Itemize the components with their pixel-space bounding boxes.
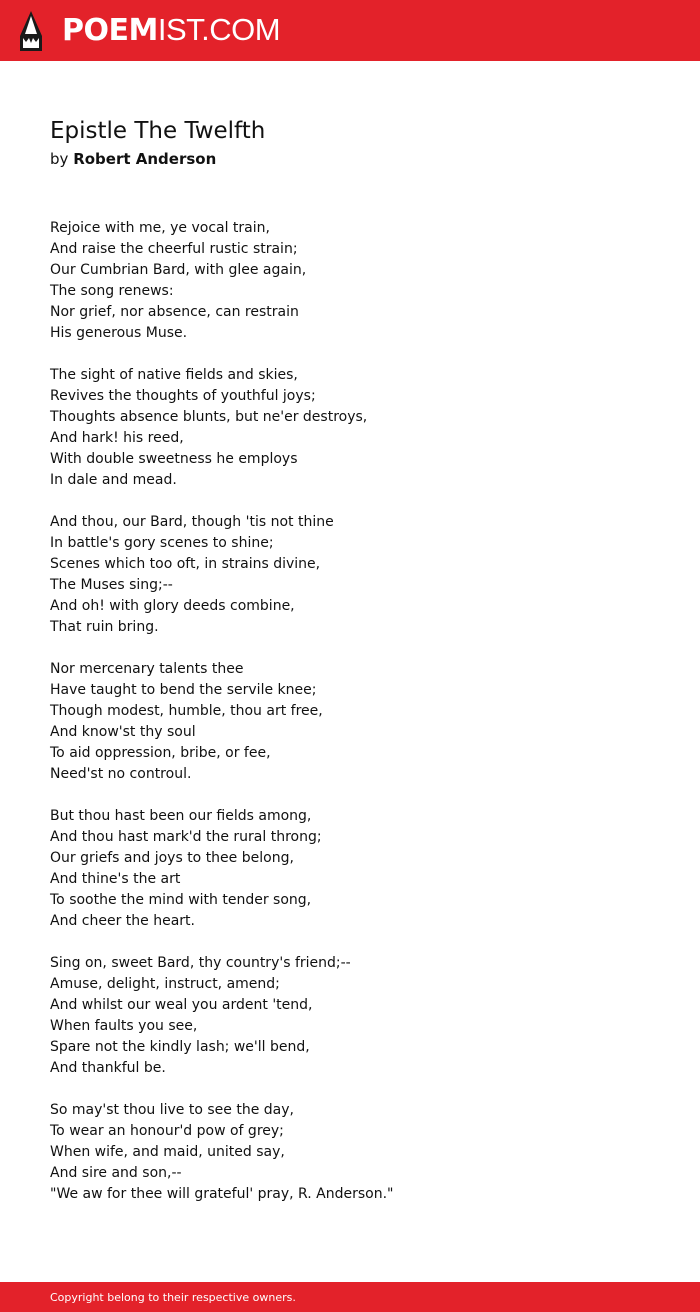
poem-line: And thine's the art <box>50 871 181 887</box>
poem-line: Amuse, delight, instruct, amend; <box>50 976 280 992</box>
poem-line: Our griefs and joys to thee belong, <box>50 850 294 866</box>
poem-line: That ruin bring. <box>50 619 159 635</box>
poem-line: Sing on, sweet Bard, thy country's friend;-- <box>50 955 351 971</box>
poem-line: With double sweetness he employs <box>50 451 298 467</box>
poem-line: Nor mercenary talents thee <box>50 661 244 677</box>
stanza <box>50 512 670 638</box>
copyright-text: Copyright belong to their respective owners. <box>50 1291 296 1304</box>
poem-line: And know'st thy soul <box>50 724 196 740</box>
author-name: Robert Anderson <box>73 150 217 168</box>
poem-line: To soothe the mind with tender song, <box>50 892 312 908</box>
logo-bold-text: POEM <box>62 13 158 48</box>
poem-line: And whilst our weal you ardent 'tend, <box>50 997 313 1013</box>
poem-line: Rejoice with me, ye vocal train, <box>50 220 270 236</box>
poem-line: The song renews: <box>50 283 174 299</box>
poem-line: The Muses sing;-- <box>50 577 173 593</box>
poem-line: Though modest, humble, thou art free, <box>50 703 323 719</box>
poem-line: Need'st no controul. <box>50 766 192 782</box>
poem-line: Spare not the kindly lash; we'll bend, <box>50 1039 310 1055</box>
poem-line: Scenes which too oft, in strains divine, <box>50 556 321 572</box>
poem-line: And thou hast mark'd the rural throng; <box>50 829 322 845</box>
stanza <box>50 659 670 785</box>
poem-line: His generous Muse. <box>50 325 188 341</box>
stanza <box>50 1100 670 1205</box>
poem-line: When wife, and maid, united say, <box>50 1144 285 1160</box>
poem-line: And thankful be. <box>50 1060 166 1076</box>
pen-nib-icon[interactable] <box>18 10 44 52</box>
site-footer <box>0 1282 700 1312</box>
by-label: by <box>50 150 69 168</box>
poem-line: But thou hast been our fields among, <box>50 808 312 824</box>
stanza <box>50 365 670 491</box>
poem-line: Our Cumbrian Bard, with glee again, <box>50 262 307 278</box>
byline <box>50 148 216 170</box>
poem-line: The sight of native fields and skies, <box>50 367 298 383</box>
poem-line: And cheer the heart. <box>50 913 195 929</box>
poem-line: And raise the cheerful rustic strain; <box>50 241 298 257</box>
poem-line: In dale and mead. <box>50 472 177 488</box>
poem-line: And sire and son,-- <box>50 1165 182 1181</box>
poem-line: And hark! his reed, <box>50 430 184 446</box>
poem-line: To aid oppression, bribe, or fee, <box>50 745 271 761</box>
poem-line: To wear an honour'd pow of grey; <box>50 1123 284 1139</box>
poem-line: And thou, our Bard, though 'tis not thine <box>50 514 334 530</box>
poem-line: "We aw for thee will grateful' pray, R. Anderson." <box>50 1186 394 1202</box>
poem-line: In battle's gory scenes to shine; <box>50 535 274 551</box>
poem-title: Epistle The Twelfth <box>50 118 266 144</box>
site-header <box>0 0 700 61</box>
logo-light-text: IST.COM <box>157 12 281 47</box>
stanza <box>50 218 670 344</box>
poem-body <box>50 218 670 1226</box>
stanza <box>50 806 670 932</box>
poem-line: Nor grief, nor absence, can restrain <box>50 304 299 320</box>
poem-line: When faults you see, <box>50 1018 198 1034</box>
site-logo[interactable] <box>62 10 280 51</box>
poem-line: And oh! with glory deeds combine, <box>50 598 295 614</box>
poem-line: Revives the thoughts of youthful joys; <box>50 388 316 404</box>
poem-line: Have taught to bend the servile knee; <box>50 682 317 698</box>
stanza <box>50 953 670 1079</box>
poem-line: Thoughts absence blunts, but ne'er destroys, <box>50 409 368 425</box>
poem-line: So may'st thou live to see the day, <box>50 1102 294 1118</box>
